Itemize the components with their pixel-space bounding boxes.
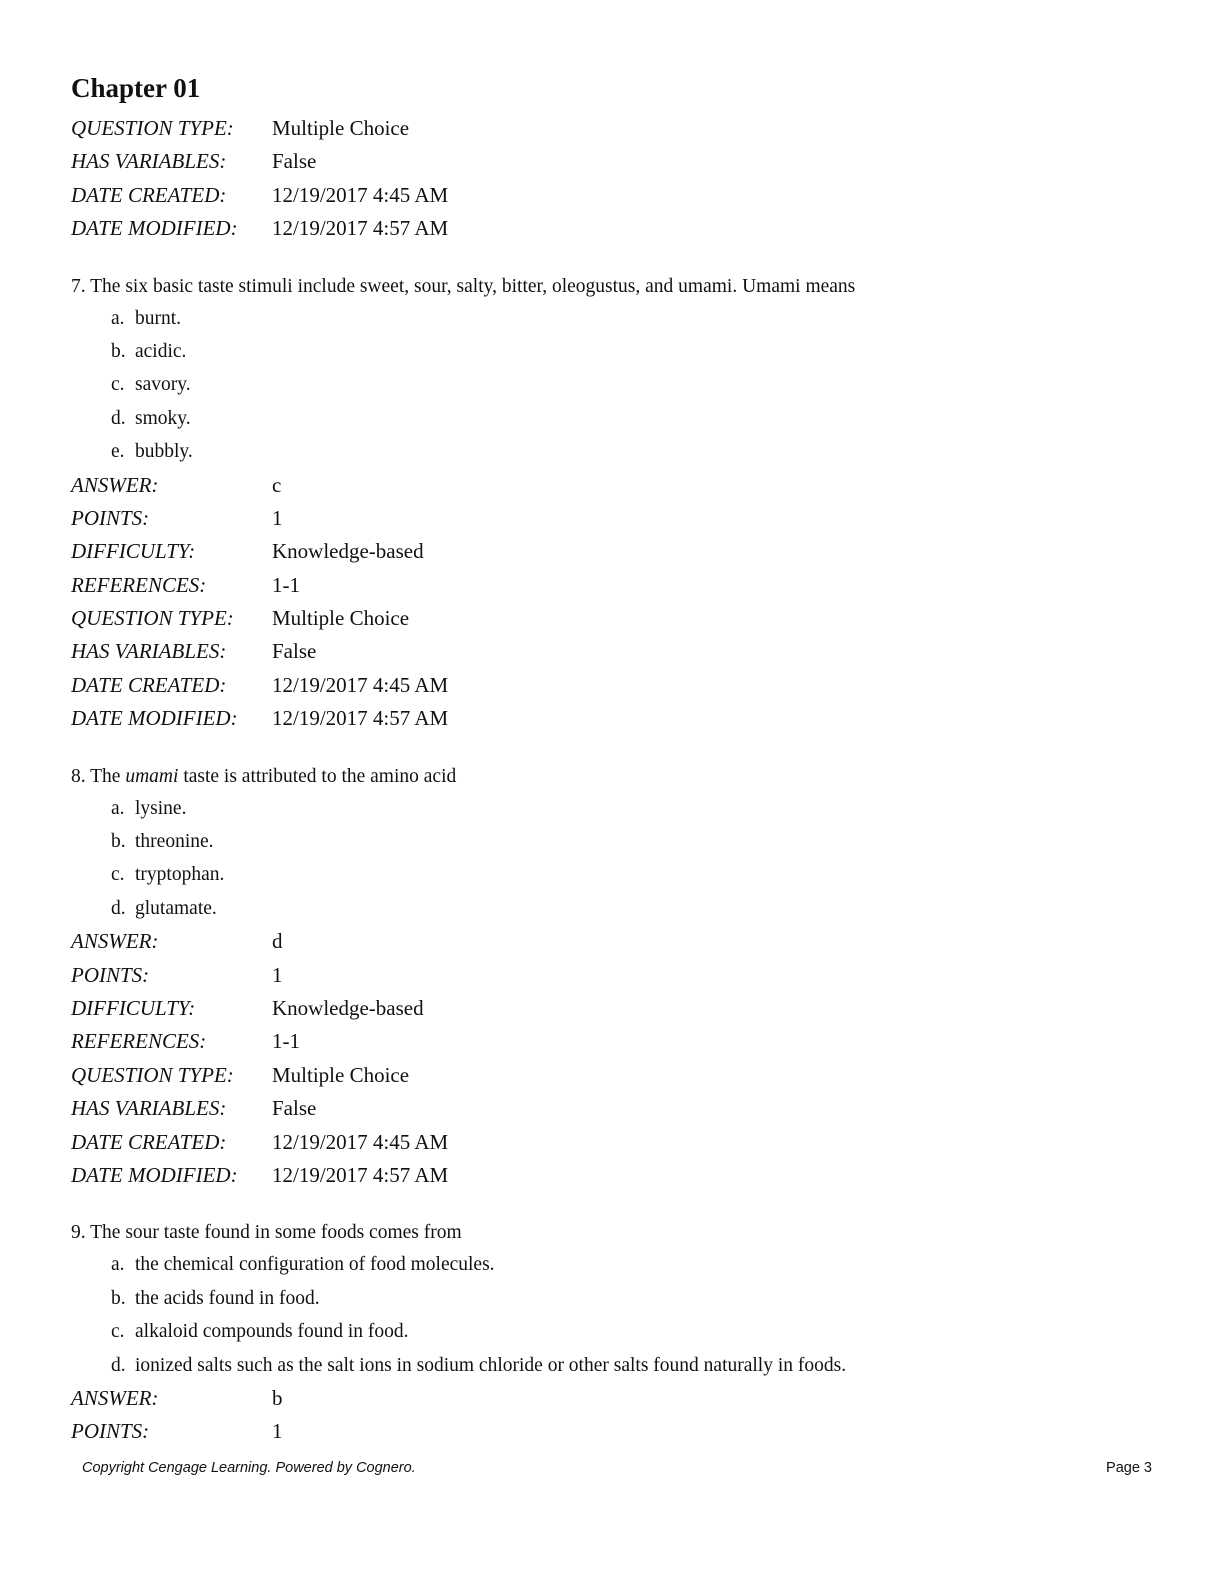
meta-value: Multiple Choice xyxy=(272,1062,410,1087)
meta-row-date-modified xyxy=(71,1159,1171,1192)
meta-key: ANSWER: xyxy=(71,1385,159,1410)
meta-value: 12/19/2017 4:45 AM xyxy=(272,182,449,207)
copyright-text: Copyright Cengage Learning. Powered by Cognero. xyxy=(82,1460,416,1476)
meta-row-date-created xyxy=(71,1126,1171,1159)
top-metadata xyxy=(71,112,1171,246)
meta-key: POINTS: xyxy=(71,962,150,987)
choice-text: smoky. xyxy=(135,407,191,429)
choice-d xyxy=(71,892,1171,925)
question-9 xyxy=(71,1218,1171,1448)
meta-row-references xyxy=(71,569,1171,602)
choice-a xyxy=(71,302,1171,335)
choice-text: glutamate. xyxy=(135,897,217,919)
stem-text: 8. The xyxy=(71,765,126,787)
meta-key: DATE CREATED: xyxy=(71,1129,227,1154)
meta-value: Knowledge-based xyxy=(272,539,424,564)
choice-a xyxy=(71,792,1171,825)
meta-key: DATE MODIFIED: xyxy=(71,216,238,241)
choice-e xyxy=(71,435,1171,468)
meta-key: HAS VARIABLES: xyxy=(71,1096,227,1121)
meta-row-difficulty xyxy=(71,992,1171,1025)
meta-value: 12/19/2017 4:45 AM xyxy=(272,1129,449,1154)
stem-emphasis: umami xyxy=(125,765,179,787)
question-7 xyxy=(71,272,1171,736)
meta-value: 1-1 xyxy=(272,1029,300,1054)
meta-value: 1 xyxy=(272,1419,283,1444)
question-8 xyxy=(71,762,1171,1193)
meta-value: 1 xyxy=(272,505,283,530)
choice-c xyxy=(71,1315,1171,1348)
meta-value: False xyxy=(272,639,317,664)
meta-value: 12/19/2017 4:57 AM xyxy=(272,1162,449,1187)
meta-row xyxy=(71,145,1171,178)
meta-value: Multiple Choice xyxy=(272,606,410,631)
meta-row-answer xyxy=(71,1382,1171,1415)
choice-letter: b. xyxy=(111,1287,126,1309)
choice-c xyxy=(71,368,1171,401)
choice-b xyxy=(71,335,1171,368)
meta-row-difficulty xyxy=(71,535,1171,568)
choice-d xyxy=(71,1349,1171,1382)
choice-letter: d. xyxy=(111,407,126,429)
meta-key: DATE MODIFIED: xyxy=(71,1162,238,1187)
meta-row-points xyxy=(71,502,1171,535)
meta-key: QUESTION TYPE: xyxy=(71,606,234,631)
meta-key: DATE CREATED: xyxy=(71,182,227,207)
meta-key: DATE MODIFIED: xyxy=(71,706,238,731)
choice-letter: a. xyxy=(111,307,125,329)
choice-letter: d. xyxy=(111,1354,126,1376)
meta-row-has-variables xyxy=(71,635,1171,668)
meta-key: QUESTION TYPE: xyxy=(71,1062,234,1087)
meta-row-points xyxy=(71,1415,1171,1448)
choice-letter: b. xyxy=(111,340,126,362)
choice-text: tryptophan. xyxy=(135,864,225,886)
meta-value: 12/19/2017 4:57 AM xyxy=(272,216,449,241)
meta-value: False xyxy=(272,1096,317,1121)
choice-text: lysine. xyxy=(135,797,187,819)
meta-key: QUESTION TYPE: xyxy=(71,116,234,140)
choice-text: alkaloid compounds found in food. xyxy=(135,1321,409,1343)
meta-row-answer xyxy=(71,925,1171,958)
meta-row-answer xyxy=(71,469,1171,502)
choice-letter: c. xyxy=(111,1321,125,1343)
choice-b xyxy=(71,825,1171,858)
meta-key: DIFFICULTY: xyxy=(71,539,196,564)
meta-key: DATE CREATED: xyxy=(71,672,227,697)
meta-value: d xyxy=(272,929,283,954)
choice-text: savory. xyxy=(135,374,191,396)
stem-text: 7. The six basic taste stimuli include sweet, sour, salty, bitter, oleogustus, and umami. Umami means xyxy=(71,275,856,297)
meta-key: POINTS: xyxy=(71,1419,150,1444)
choice-letter: c. xyxy=(111,374,125,396)
choice-text: acidic. xyxy=(135,340,187,362)
choice-text: bubbly. xyxy=(135,441,193,463)
choice-text: threonine. xyxy=(135,831,214,853)
meta-value: Multiple Choice xyxy=(272,116,410,140)
meta-value: 1 xyxy=(272,962,283,987)
meta-value: 1-1 xyxy=(272,572,300,597)
choice-letter: a. xyxy=(111,1254,125,1276)
meta-row-question-type xyxy=(71,602,1171,635)
meta-value: c xyxy=(272,472,282,497)
choice-a xyxy=(71,1248,1171,1281)
page-footer xyxy=(82,1460,1152,1482)
meta-row xyxy=(71,112,1171,145)
choice-letter: b. xyxy=(111,831,126,853)
choice-text: the chemical configuration of food molecules. xyxy=(135,1254,495,1276)
meta-row-references xyxy=(71,1025,1171,1058)
page-number: Page 3 xyxy=(1106,1460,1152,1476)
meta-key: HAS VARIABLES: xyxy=(71,639,227,664)
meta-key: REFERENCES: xyxy=(71,1029,207,1054)
meta-row-has-variables xyxy=(71,1092,1171,1125)
chapter-title: Chapter 01 xyxy=(71,73,201,103)
stem-text: 9. The sour taste found in some foods comes from xyxy=(71,1222,462,1244)
meta-key: POINTS: xyxy=(71,505,150,530)
choice-text: ionized salts such as the salt ions in sodium chloride or other salts found naturally in foods. xyxy=(135,1354,847,1376)
meta-key: ANSWER: xyxy=(71,472,159,497)
question-stem xyxy=(71,272,1171,302)
meta-row xyxy=(71,179,1171,212)
meta-row xyxy=(71,212,1171,245)
meta-row-question-type xyxy=(71,1059,1171,1092)
question-stem xyxy=(71,762,1171,792)
choice-d xyxy=(71,402,1171,435)
meta-row-date-modified xyxy=(71,702,1171,735)
choice-letter: d. xyxy=(111,897,126,919)
meta-key: REFERENCES: xyxy=(71,572,207,597)
meta-key: HAS VARIABLES: xyxy=(71,149,227,174)
choice-c xyxy=(71,858,1171,891)
choice-text: the acids found in food. xyxy=(135,1287,320,1309)
choice-text: burnt. xyxy=(135,307,182,329)
choice-letter: a. xyxy=(111,797,125,819)
meta-value: False xyxy=(272,149,317,174)
meta-key: ANSWER: xyxy=(71,929,159,954)
meta-value: Knowledge-based xyxy=(272,995,424,1020)
choice-b xyxy=(71,1282,1171,1315)
meta-value: b xyxy=(272,1385,283,1410)
meta-value: 12/19/2017 4:57 AM xyxy=(272,706,449,731)
choice-letter: e. xyxy=(111,441,125,463)
choice-letter: c. xyxy=(111,864,125,886)
meta-row-date-created xyxy=(71,669,1171,702)
document-page xyxy=(71,68,1171,1449)
meta-row-points xyxy=(71,959,1171,992)
question-stem xyxy=(71,1218,1171,1248)
meta-key: DIFFICULTY: xyxy=(71,995,196,1020)
meta-value: 12/19/2017 4:45 AM xyxy=(272,672,449,697)
stem-text: taste is attributed to the amino acid xyxy=(178,765,457,787)
